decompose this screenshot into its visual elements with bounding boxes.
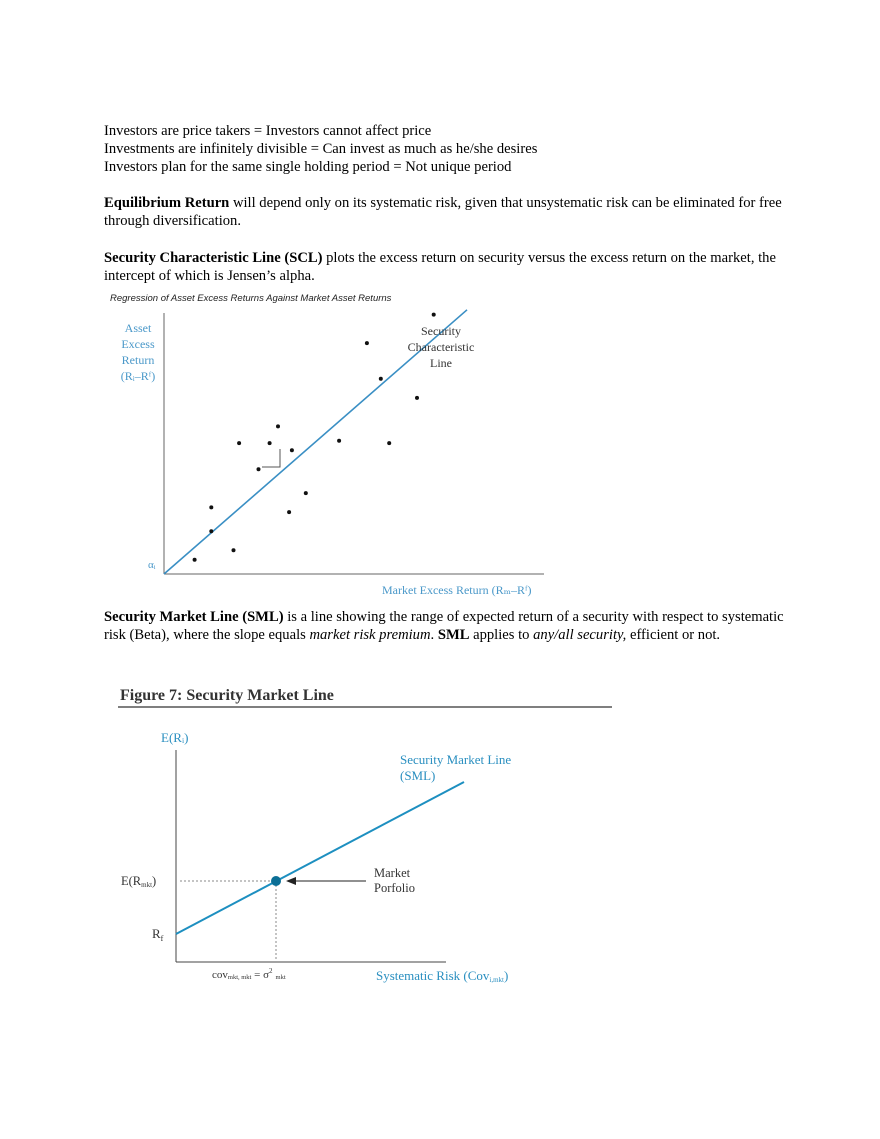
scl-figure: [104, 288, 564, 604]
market-portfolio-point: [271, 876, 281, 886]
scl-line-label-3: Line: [430, 356, 452, 370]
market-portfolio-label-2: Porfolio: [374, 881, 415, 895]
scl-ylabel-line2: Excess: [121, 337, 155, 351]
scl-intercept-label: αᵢ: [148, 559, 156, 571]
scl-point: [287, 510, 291, 514]
equilibrium-paragraph: [104, 194, 784, 230]
sml-text-1: is a line showing the range of expected return of a security with respect to systematic risk (Beta), where the slope equals: [104, 609, 784, 643]
scl-ylabel-line3: Return: [121, 353, 155, 367]
scl-point: [415, 396, 419, 400]
sml-text-2: .: [430, 627, 438, 643]
scl-ylabel-line1: Asset: [124, 321, 152, 335]
sml-x-label: Systematic Risk (Covi,mkt): [376, 968, 509, 984]
market-portfolio-label-1: Market: [374, 866, 411, 880]
market-cov-label: covmkt, mkt = $\sigma^2_{mkt}$: [212, 967, 286, 981]
sml-text-4: efficient or not.: [626, 627, 721, 643]
equilibrium-term: Equilibrium Return: [104, 195, 230, 211]
scl-point: [365, 341, 369, 345]
scl-line-label-1: Security: [421, 324, 461, 338]
equilibrium-text: will depend only on its systematic risk, given that unsystematic risk can be eliminated for free through diversification.: [104, 195, 782, 229]
scl-point: [232, 548, 236, 552]
scl-point: [387, 441, 391, 445]
scl-line-label-2: Characteristic: [407, 340, 475, 354]
assumption-price-takers: Investors are price takers = Investors cannot affect price: [104, 123, 432, 139]
sml-italic-2: any/all security,: [533, 627, 627, 643]
scl-ylabel-formula: (Rᵢ–Rᶠ): [120, 369, 156, 383]
scl-point: [257, 467, 261, 471]
scl-point: [209, 505, 213, 509]
scl-y-label: [121, 321, 155, 383]
sml-paragraph: [104, 608, 784, 644]
scl-paragraph: [104, 249, 784, 285]
sml-term-2: SML: [437, 627, 470, 643]
assumption-holding-period: Investors plan for the same single holding period = Not unique period: [104, 159, 512, 175]
sml-line-label-1: Security Market Line: [400, 752, 512, 767]
market-return-label: E(Rmkt): [121, 874, 157, 889]
scl-point: [379, 377, 383, 381]
scl-slope-marker: [262, 449, 280, 467]
scl-caption: Regression of Asset Excess Returns Against Market Asset Returns: [110, 293, 392, 304]
sml-line-label-2: (SML): [400, 768, 436, 783]
sml-figure-title: Figure 7: Security Market Line: [120, 687, 334, 704]
sml-text-3: applies to: [469, 627, 534, 643]
risk-free-label: $R_f$: [152, 926, 164, 943]
scl-point: [290, 448, 294, 452]
scl-point: [337, 439, 341, 443]
scl-point: [304, 491, 308, 495]
assumption-divisible: Investments are infinitely divisible = Can invest as much as he/she desires: [104, 141, 538, 157]
scl-x-label: Market Excess Return (Rₘ–Rᶠ): [382, 583, 532, 597]
market-portfolio-arrowhead: [286, 877, 296, 885]
scl-point: [209, 529, 213, 533]
scl-text: plots the excess return on security versus the excess return on the market, the intercept of which is Jensen’s alpha.: [104, 250, 776, 284]
scl-point: [276, 424, 280, 428]
scl-point: [237, 441, 241, 445]
sml-y-label: E(Rᵢ): [161, 730, 189, 745]
sml-term: Security Market Line (SML): [104, 609, 284, 625]
sml-line: [176, 782, 464, 934]
sml-italic-1: market risk premium: [309, 627, 431, 643]
scl-point: [193, 558, 197, 562]
scl-point: [432, 313, 436, 317]
scl-point: [268, 441, 272, 445]
scl-term: Security Characteristic Line (SCL): [104, 250, 323, 266]
sml-figure: [116, 682, 616, 992]
scl-points-group: [193, 313, 436, 562]
